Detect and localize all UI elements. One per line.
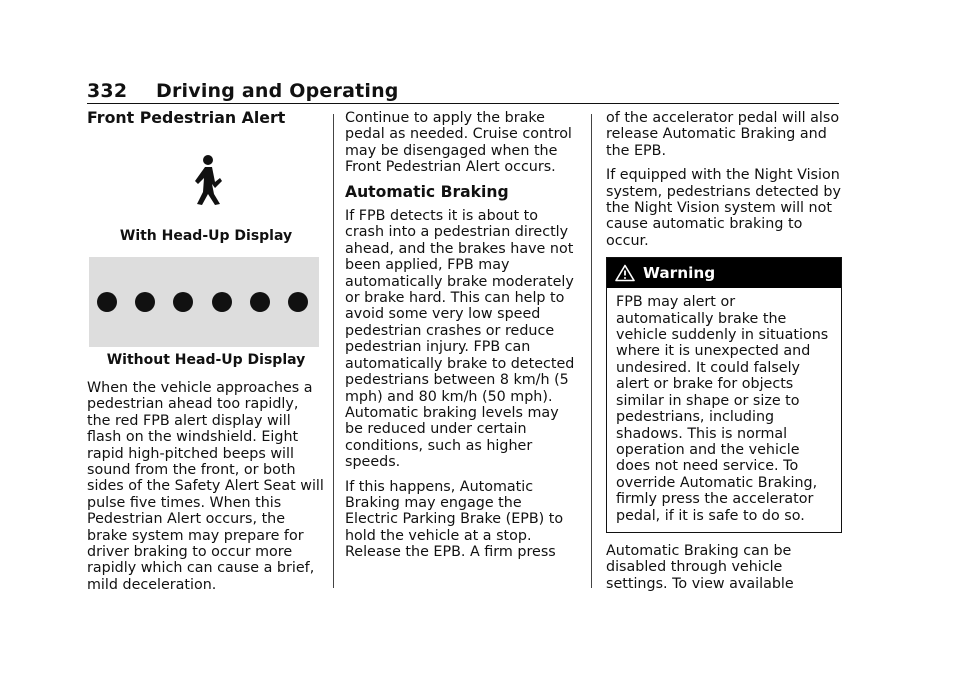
column-divider-1: [333, 114, 334, 588]
section-title: Driving and Operating: [156, 80, 399, 102]
alert-display-box: [89, 257, 319, 347]
col3-paragraph-3: Automatic Braking can be disabled through vehicle settings. To view available: [606, 542, 794, 592]
col1-body-text: When the vehicle approaches a pedestrian ahead too rapidly, the red FPB alert display will flash on the windshield. Eight rapid high-pitched beeps will sound from the front, or both sides of the Safety Alert Seat will pulse five times. When this Pedestrian Alert occurs, the brake system may prepare for driver braking to occur more rapidly which can cause a brief, mild deceleration.: [87, 380, 324, 593]
warning-box: [606, 257, 842, 533]
warning-text: FPB may alert or automatically brake the vehicle suddenly in situations where it is unexpected and undesired. It could falsely alert or brake for objects similar in shape or size to pedestrians, including shadows. This is normal operation and the vehicle does not need service. To override Automatic Braking, firmly press the accelerator pedal, if it is safe to do so.: [616, 294, 829, 524]
caption-with-hud: With Head-Up Display: [119, 228, 293, 244]
alert-light-icon: [212, 292, 232, 312]
page-number: 332: [87, 80, 128, 102]
col3-paragraph-2: If equipped with the Night Vision system, pedestrians detected by the Night Vision system will not cause automatic braking to occur.: [606, 167, 841, 249]
alert-light-icon: [97, 292, 117, 312]
column-divider-2: [591, 114, 592, 588]
alert-light-icon: [135, 292, 155, 312]
col3-paragraph-1: of the accelerator pedal will also release Automatic Braking and the EPB.: [606, 110, 840, 159]
warning-triangle-icon: [615, 264, 635, 282]
pedestrian-icon: [190, 154, 224, 206]
col2-paragraph-1: Continue to apply the brake pedal as needed. Cruise control may be disengaged when the Front Pedestrian Alert occurs.: [345, 110, 572, 176]
alert-light-icon: [250, 292, 270, 312]
automatic-braking-heading: Automatic Braking: [345, 182, 509, 201]
col2-paragraph-2: If FPB detects it is about to crash into a pedestrian directly ahead, and the brakes have not been applied, FPB may automatically brake moderately or brake hard. This can help to avoid some very low speed pedestrian crashes or reduce pedestrian injury. FPB can automatically brake to detected pedestrians between 8 km/h (5 mph) and 80 km/h (50 mph). Automatic braking levels may be reduced under certain conditions, such as higher speeds.: [345, 208, 575, 471]
column-2: [345, 110, 579, 569]
alert-light-icon: [288, 292, 308, 312]
front-pedestrian-alert-heading: Front Pedestrian Alert: [87, 108, 286, 127]
alert-light-icon: [173, 292, 193, 312]
warning-title: Warning: [643, 264, 716, 283]
warning-header: [607, 258, 841, 288]
column-3: [606, 110, 842, 600]
caption-without-hud: Without Head-Up Display: [106, 352, 306, 368]
col2-paragraph-3: If this happens, Automatic Braking may engage the Electric Parking Brake (EPB) to hold the vehicle at a stop. Release the EPB. A firm press: [345, 478, 564, 561]
page-header: [87, 80, 839, 104]
header-rule: [87, 103, 839, 104]
